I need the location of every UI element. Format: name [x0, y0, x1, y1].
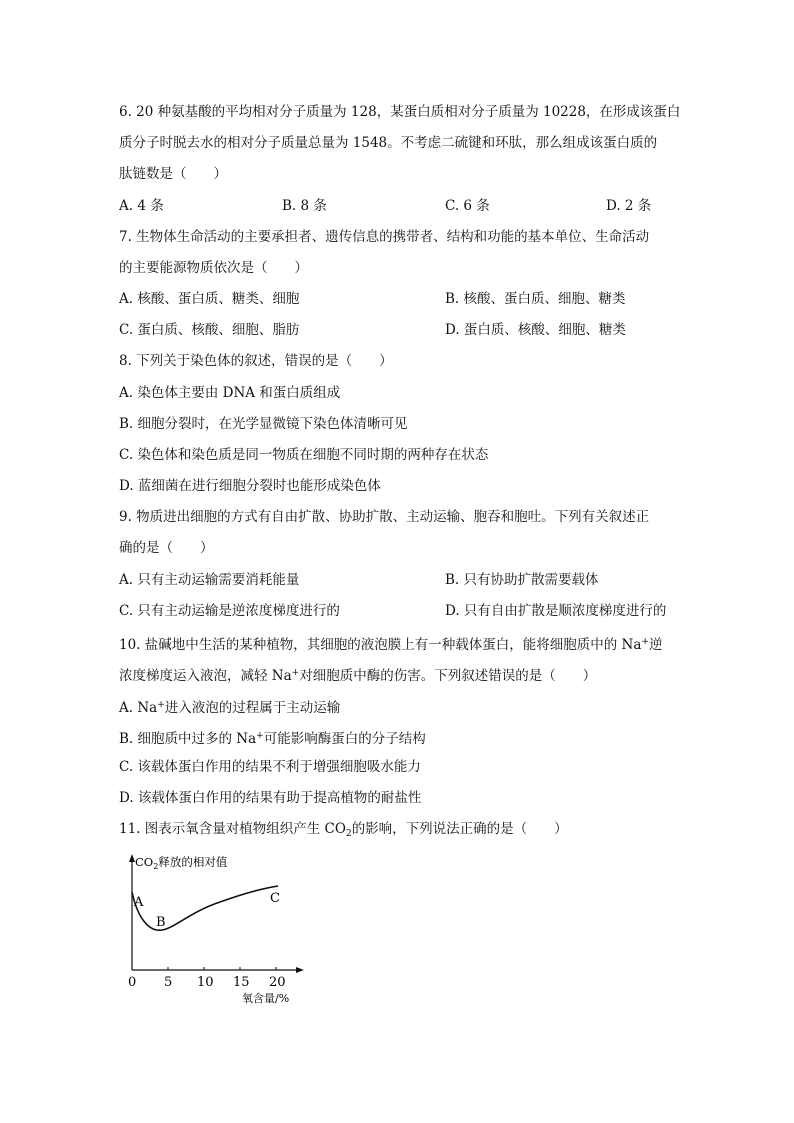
point-b-label: B [156, 915, 166, 930]
x-tick-label: 0 [128, 975, 137, 990]
q7-option-b: B. 核酸、蛋白质、细胞、糖类 [445, 291, 626, 307]
q10-text: 可能影响酶蛋白的分子结构 [263, 731, 426, 747]
point-c-label: C [270, 891, 280, 906]
q10-stem-line1 [119, 632, 662, 655]
x-axis-arrow [296, 967, 304, 973]
q10-text: B. 细胞质中过多的 Na [119, 731, 257, 747]
q9-stem-line2: 确的是（ ） [119, 540, 214, 556]
q10-stem-line2 [119, 663, 596, 686]
q9-option-b: B. 只有协助扩散需要载体 [445, 572, 599, 588]
na-charge: + [641, 637, 649, 647]
q10-text: 进入液泡的过程属于主动运输 [164, 700, 341, 716]
q6-option-d: D. 2 条 [606, 198, 652, 214]
q7-option-a: A. 核酸、蛋白质、糖类、细胞 [119, 291, 300, 307]
q9-option-a: A. 只有主动运输需要消耗能量 [119, 572, 300, 588]
q11-text: 的影响，下列说法正确的是（ ） [351, 821, 568, 837]
q10-text: 浓度梯度运入液泡，减轻 Na [119, 668, 292, 684]
point-a-label: A [134, 895, 144, 910]
q10-option-b [119, 726, 426, 749]
q7-stem-line1: 7. 生物体生命活动的主要承担者、遗传信息的携带者、结构和功能的基本单位、生命活动 [119, 229, 650, 245]
q10-text: A. Na [119, 700, 158, 716]
x-tick-label: 5 [164, 975, 173, 990]
q6-stem-line2: 质分子时脱去水的相对分子质量总量为 1548。不考虑二硫键和环肽，那么组成该蛋白质的 [119, 135, 658, 151]
q7-option-d: D. 蛋白质、核酸、细胞、糖类 [445, 322, 626, 338]
x-tick-label: 15 [233, 975, 250, 990]
na-charge: + [291, 668, 300, 678]
q8-option-a: A. 染色体主要由 DNA 和蛋白质组成 [119, 385, 341, 401]
oxygen-co2-graph [120, 850, 320, 1010]
q10-text: 10. 盐碱地中生活的某种植物，其细胞的液泡膜上有一种载体蛋白，能将细胞质中的 Na [119, 637, 642, 653]
q8-option-c: C. 染色体和染色质是同一物质在细胞不同时期的两种存在状态 [119, 447, 489, 463]
q9-option-d: D. 只有自由扩散是顺浓度梯度进行的 [445, 603, 667, 619]
graph-svg [120, 850, 320, 1010]
na-charge: + [157, 700, 165, 710]
q8-stem-line1: 8. 下列关于染色体的叙述，错误的是（ ） [119, 353, 393, 369]
q6-stem-line1: 6. 20 种氨基酸的平均相对分子质量为 128，某蛋白质相对分子质量为 10228，在形成该蛋白 [119, 104, 681, 120]
x-axis-label: 氧含量/% [242, 992, 290, 1005]
q8-option-b: B. 细胞分裂时，在光学显微镜下染色体清晰可见 [119, 416, 408, 432]
q10-text: 对细胞质中酶的伤害。下列叙述错误的是（ ） [299, 668, 597, 684]
x-tick-label: 10 [197, 975, 214, 990]
q11-stem-line1 [119, 819, 568, 844]
q6-option-c: C. 6 条 [445, 198, 490, 214]
q9-option-c: C. 只有主动运输是逆浓度梯度进行的 [119, 603, 340, 619]
q10-option-d: D. 该载体蛋白作用的结果有助于提高植物的耐盐性 [119, 790, 422, 806]
na-charge: + [256, 731, 264, 741]
q10-option-a [119, 695, 340, 718]
q9-stem-line1: 9. 物质进出细胞的方式有自由扩散、协助扩散、主动运输、胞吞和胞吐。下列有关叙述正 [119, 509, 650, 525]
q7-stem-line2: 的主要能源物质依次是（ ） [119, 260, 308, 276]
q10-option-c: C. 该载体蛋白作用的结果不利于增强细胞吸水能力 [119, 759, 421, 775]
co2-subscript: 2 [345, 829, 352, 839]
y-axis-label [135, 855, 228, 871]
q6-option-a: A. 4 条 [119, 198, 164, 214]
q8-option-d: D. 蓝细菌在进行细胞分裂时也能形成染色体 [119, 478, 381, 494]
q6-stem-line3: 肽链数是（ ） [119, 166, 227, 182]
co2-curve [132, 886, 278, 930]
y-label-rest: 释放的相对值 [158, 855, 228, 869]
q10-text: 逆 [648, 637, 663, 653]
q11-text: 11. 图表示氧含量对植物组织产生 CO [119, 821, 346, 837]
q7-option-c: C. 蛋白质、核酸、细胞、脂肪 [119, 322, 300, 338]
y-label-sub: 2 [153, 862, 159, 871]
y-label-co: CO [135, 855, 154, 869]
x-tick-label: 20 [269, 975, 286, 990]
q6-option-b: B. 8 条 [282, 198, 327, 214]
